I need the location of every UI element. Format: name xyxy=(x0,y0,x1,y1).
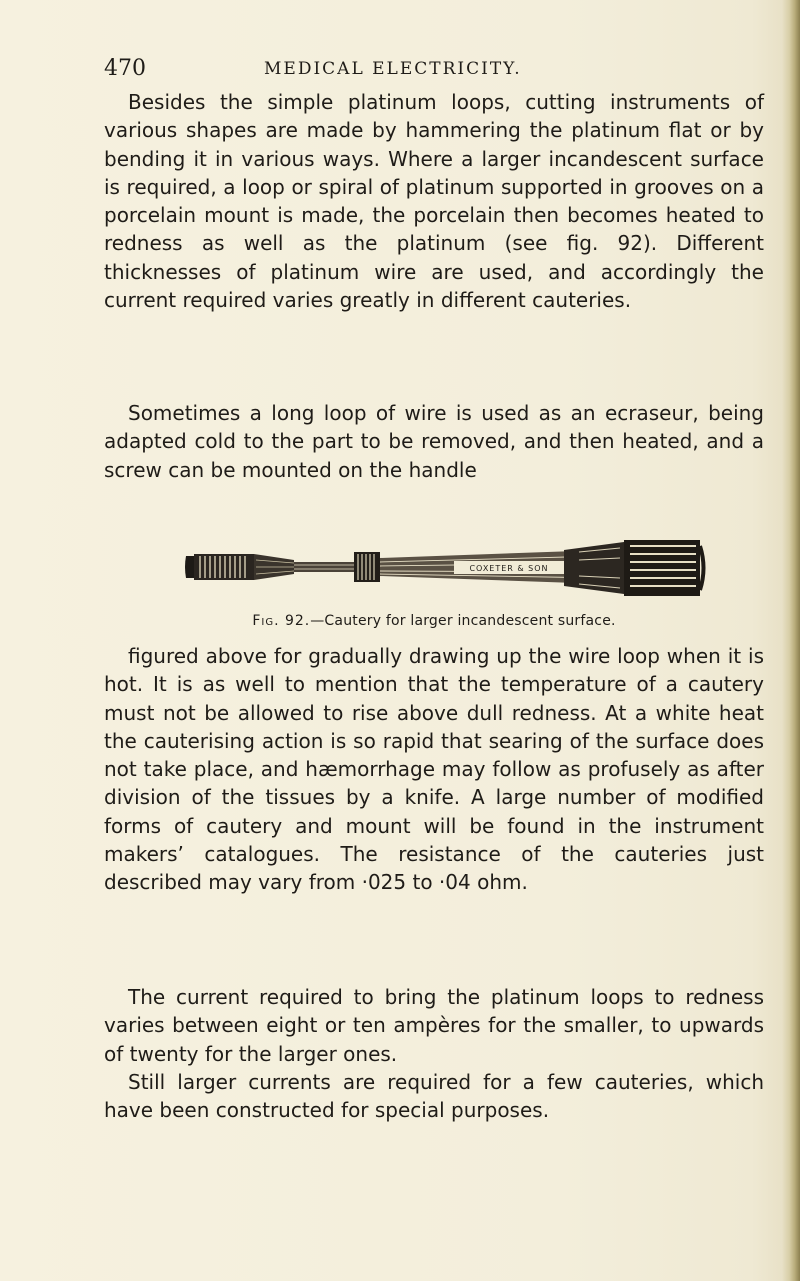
figure-label: Fig. 92. xyxy=(252,613,311,629)
figure-cautery xyxy=(184,536,708,600)
paragraph-3: figured above for gradually drawing up the wire loop when it is hot. It is as well to mention that the temperature of a cautery must not be allowed to rise above dull redness. At a white heat the cauterising action is so rapid that searing of the surface does not take place, and hæmorrhage may follow as profusely as after division of the tissues by a knife. A large number of modified forms of cautery and mount will be found in the instrument makers’ catalogues. The resistance of the cauteries just described may vary from ·025 to ·04 ohm. xyxy=(104,644,764,895)
paragraph-4: The current required to bring the platinum loops to redness varies between eight or ten ampères for the smaller, to upwards of twenty for the larger ones. xyxy=(104,985,764,1066)
paragraph-1: Besides the simple platinum loops, cutting instruments of various shapes are made by hammering the platinum flat or by bending it in various ways. Where a larger incandescent surface is required, a loop or spiral of platinum supported in grooves on a porcelain mount is made, the porcelain then becomes heated to redness as well as the platinum (see fig. 92). Different thicknesses of platinum wire are used, and accordingly the current required varies greatly in different cauteries. xyxy=(104,90,764,313)
shaft-rod xyxy=(294,562,354,572)
porcelain-mount xyxy=(624,540,700,596)
platinum-loop xyxy=(700,546,704,590)
paragraph-2: Sometimes a long loop of wire is used as an ecraseur, being adapted cold to the part to be removed, and then heated, and a screw can be mounted on the handle xyxy=(104,401,764,482)
page-number: 470 xyxy=(104,56,146,81)
paragraph-5: Still larger currents are required for a few cauteries, which have been constructed for special purposes. xyxy=(104,1070,764,1123)
page-edge-shadow xyxy=(782,0,800,1281)
maker-mark: COXETER & SON xyxy=(469,564,549,573)
page-header xyxy=(104,56,764,86)
figure-caption-text: —Cautery for larger incandescent surface. xyxy=(310,613,616,629)
running-head: MEDICAL ELECTRICITY. xyxy=(264,59,522,79)
cautery-illustration xyxy=(184,536,708,600)
figure-caption xyxy=(104,613,764,629)
mount-wedge xyxy=(564,542,624,594)
